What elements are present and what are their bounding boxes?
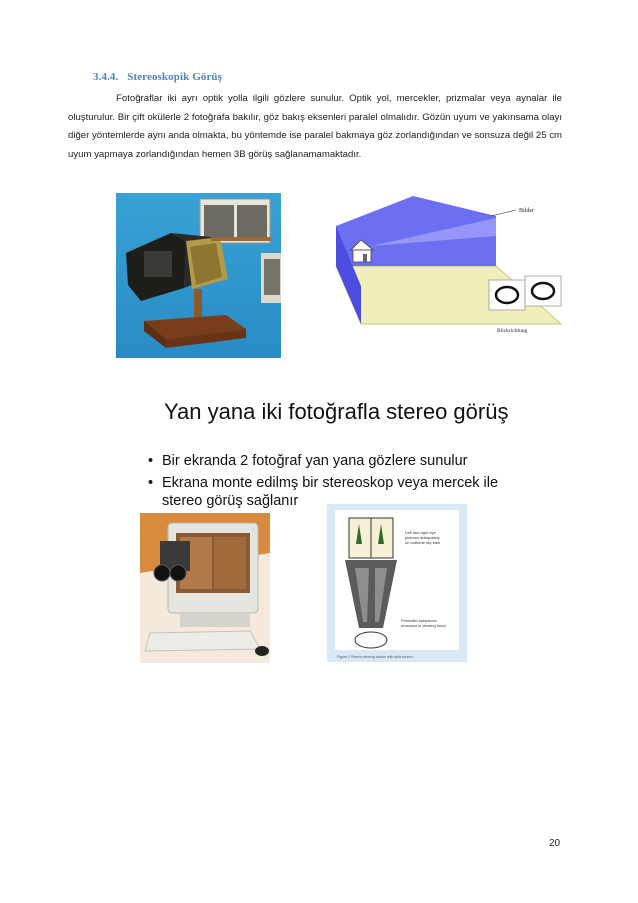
diagram-label-bottom: Blickrichtung <box>497 328 528 334</box>
viewer-note-bottom-1: Prismatic eyepieces <box>401 618 437 623</box>
slide-bullet: • Bir ekranda 2 fotoğraf yan yana gözlere sunulur <box>148 453 468 469</box>
stereo-viewer-diagram <box>327 504 467 662</box>
computer-stereoscope-photo <box>140 513 270 663</box>
section-title: Stereoskopik Görüş <box>127 71 223 83</box>
slide-bullet-continuation: stereo görüş sağlanır <box>162 493 299 509</box>
stereoscope-photo <box>116 193 281 358</box>
body-paragraph <box>68 90 562 164</box>
stereoscope-illustration <box>116 193 281 358</box>
section-number: 3.4.4. <box>93 71 119 83</box>
viewer-note-bottom-2: enclosed in viewing hood <box>401 623 446 628</box>
viewer-note-top-1: Left and right eye <box>405 530 436 535</box>
viewer-note-top-3: on cathode ray tube <box>405 540 441 545</box>
paragraph-text: Fotoğraflar iki ayrı optik yolla ilgili gözlere sunulur. Optik yol, mercekler, prizmalar veya aynalar ile oluşturulur. Bir çift okülerle 2 fotoğrafa bakılır, göz bakış eksenleri paralel olmalıdır. Gözün uyum ve yakınsama olayı diğer yöntemlerde aynı anda olmakta, bu yöntemde ise paralel bakmaya göz zorlandığından ve sonsuza değil 25 cm uyum yapmaya zorlandığından hemen 3B görüş sağlanamamaktadır. <box>68 93 562 160</box>
section-heading <box>93 71 222 83</box>
diagram-label-top: Bilder <box>519 208 534 214</box>
slide-bullet: • Ekrana monte edilmş bir stereoskop veya mercek ile <box>148 475 499 491</box>
computer-illustration <box>140 513 270 663</box>
viewer-illustration <box>327 504 467 662</box>
page-number: 20 <box>549 838 561 849</box>
viewer-caption: Figure 2 Stereo viewing device with split screen <box>337 655 413 659</box>
slide-title: Yan yana iki fotoğrafla stereo görüş <box>164 399 509 424</box>
stereo-diagram-illustration <box>331 196 566 341</box>
presentation-slide <box>140 388 550 668</box>
viewer-note-top-2: pictures adequately <box>405 535 440 540</box>
stereo-diagram <box>331 196 566 341</box>
